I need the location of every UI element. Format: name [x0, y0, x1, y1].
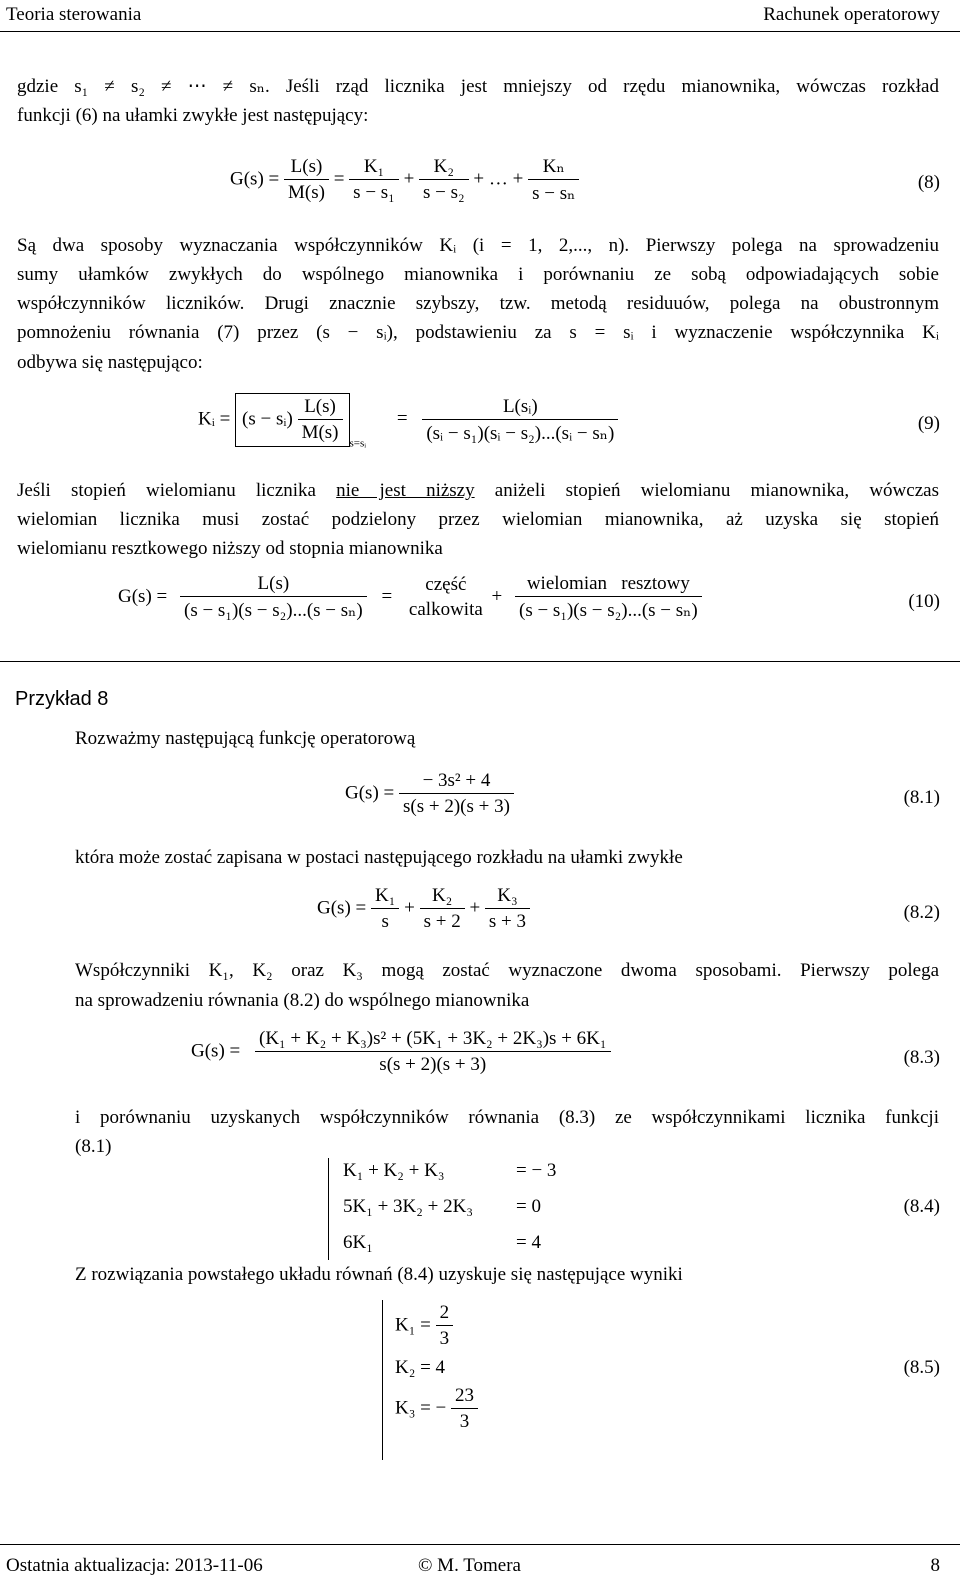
header-left: Teoria sterowania — [6, 4, 142, 25]
footer-left: Ostatnia aktualizacja: 2013-11-06 — [6, 1555, 263, 1576]
eq8-4-label: (8.4) — [903, 1196, 940, 1217]
equation-8-2: G(s) = $\frac{\text{K₁}}{s}$ + $\frac{\text{K₂}}{s + 2}$ + $\frac{\text{K₃}}{s + 3}$ — [317, 885, 530, 933]
eq8-3-label: (8.3) — [903, 1047, 940, 1068]
example-text5: Z rozwiązania powstałego układu równań (8.4) uzyskuje się następujące wyniki — [75, 1264, 683, 1285]
p3-line2: wielomian licznika musi zostać podzielony przez wielomian mianownika, aż uzyska się stopień — [17, 509, 939, 530]
results-brace — [382, 1300, 383, 1460]
eq8-1-label: (8.1) — [903, 787, 940, 808]
eq8-4-row3-right: = 4 — [516, 1232, 541, 1253]
example-text3-l1: Współczynniki K₁, K₂ oraz K₃ mogą zostać wyznaczone dwoma sposobami. Pierwszy polega — [75, 960, 939, 981]
eq8-4-row3-left: 6K₁ — [343, 1232, 373, 1253]
eq8-4-row2-left: 5K₁ + 3K₂ + 2K₃ — [343, 1196, 473, 1217]
p2-line1: Są dwa sposoby wyznaczania współczynników Kᵢ (i = 1, 2,..., n). Pierwszy polega na sprowadzeniu — [17, 235, 939, 256]
equation-9: Kᵢ = (s − sᵢ) $\frac{L(s)}{M(s)}$ $_{s=sᵢ}$ = $\frac{\text{L(sᵢ)}}{\text{(sᵢ − s₁)(sᵢ − s₂)...(sᵢ − sₙ)}}$ — [198, 393, 618, 449]
p1-line2: funkcji (6) na ułamki zwykłe jest następujący: — [17, 105, 369, 126]
page-header — [0, 0, 960, 30]
example-text4-l2: (8.1) — [75, 1136, 112, 1157]
p2-line3: współczynników liczników. Drugi znacznie szybszy, tzw. metodą residuuów, polega na obustronnym — [17, 293, 939, 314]
example-text4-l1: i porównaniu uzyskanych współczynników równania (8.3) ze współczynnikami licznika funkcji — [75, 1107, 939, 1128]
eq8-5-k1: K₁ = $\frac{2}{3}$ — [395, 1302, 453, 1350]
eq8-5-k2: K₂ = 4 — [395, 1357, 446, 1378]
p2-line2: sumy ułamków zwykłych do wspólnego mianownika i porównaniu ze sobą odpowiadających sobie — [17, 264, 939, 285]
footer-page: 8 — [930, 1555, 940, 1576]
eq8-5-k3: K₃ = − $\frac{23}{3}$ — [395, 1385, 478, 1433]
eq8-label: (8) — [917, 172, 940, 193]
eq8-2-label: (8.2) — [903, 902, 940, 923]
example-text2: która może zostać zapisana w postaci następującego rozkładu na ułamki zwykłe — [75, 847, 683, 868]
header-rule — [0, 31, 960, 32]
example-title: Przykład 8 — [15, 688, 109, 710]
p1-line1: gdzie s₁ ≠ s₂ ≠ ⋯ ≠ sₙ. Jeśli rząd licznika jest mniejszy od rzędu mianownika, wówczas rozkład — [17, 76, 939, 97]
eq9-label: (9) — [917, 413, 940, 434]
equation-8-1: G(s) = $\frac{\text{− 3s² + 4}}{s(s + 2)(s + 3)}$ — [345, 770, 514, 818]
section-rule — [0, 661, 960, 662]
equation-8-3: G(s) = $\frac{\text{(K₁ + K₂ + K₃)s² + (5K₁ + 3K₂ + 2K₃)s + 6K₁}}{s(s + 2)(s + 3)}$ — [191, 1028, 611, 1076]
eq8-4-row2-right: = 0 — [516, 1196, 541, 1217]
equation-10: G(s) = $\frac{L(s)}{\text{(s − s₁)(s − s₂)...(s − sₙ)}}$ = część calkowita + $\frac{\text{wielomian resztowy}}{\text{(s − s₁)(s − s₂)...(s − sₙ)}}$ — [118, 573, 702, 622]
header-right: Rachunek operatorowy — [763, 4, 940, 25]
eq8-5-label: (8.5) — [903, 1357, 940, 1378]
p3-line1: Jeśli stopień wielomianu licznika nie jest niższy aniżeli stopień wielomianu mianownika, wówczas — [17, 480, 939, 501]
system-brace — [328, 1158, 329, 1260]
footer-center: © M. Tomera — [418, 1555, 521, 1576]
example-intro: Rozważmy następującą funkcję operatorową — [75, 728, 416, 749]
footer-rule — [0, 1544, 960, 1545]
eq8-4-row1-right: = − 3 — [516, 1160, 557, 1181]
eq10-label: (10) — [908, 591, 940, 612]
eq8-4-row1-left: K₁ + K₂ + K₃ — [343, 1160, 445, 1181]
equation-8: G(s) = $\frac{L(s)}{M(s)}$ = $\frac{\text{K₁}}{\text{s − s₁}}$ + $\frac{\text{K₂}}{\text{s − s₂}}$ + … + $\frac{\text{Kₙ}}{\text{s − sₙ}}$ — [230, 155, 579, 205]
example-text3-l2: na sprowadzeniu równania (8.2) do wspólnego mianownika — [75, 990, 530, 1011]
p2-line4: pomnożeniu równania (7) przez (s − sᵢ), podstawieniu za s = sᵢ i wyznaczenie współczynnika Kᵢ — [17, 322, 939, 343]
p2-line5: odbywa się następująco: — [17, 352, 203, 373]
p3-line3: wielomianu resztkowego niższy od stopnia mianownika — [17, 538, 443, 559]
